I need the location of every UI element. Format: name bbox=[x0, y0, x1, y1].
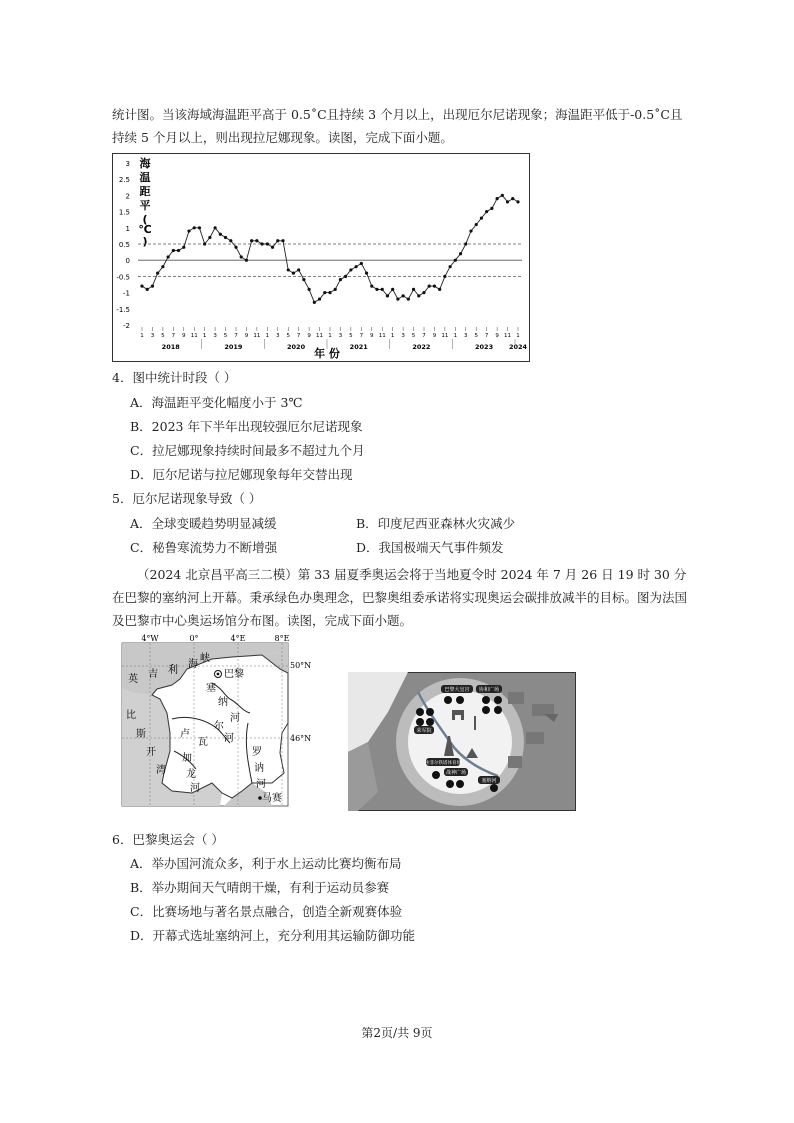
data-point bbox=[334, 288, 337, 291]
month-tick-label: 7 bbox=[296, 333, 301, 339]
month-tick-label: 3 bbox=[150, 333, 155, 339]
month-tick-label: 9 bbox=[370, 333, 374, 339]
monument-icon bbox=[474, 716, 476, 730]
year-label: 2023 bbox=[475, 343, 494, 351]
data-point bbox=[386, 294, 389, 297]
data-point bbox=[464, 242, 467, 245]
month-tick-label: 1 bbox=[453, 333, 458, 339]
month-tick-label: 3 bbox=[213, 333, 217, 339]
question-4-stem: 4．图中统计时段（ ） bbox=[112, 370, 237, 385]
data-point bbox=[365, 272, 368, 275]
data-point bbox=[433, 285, 436, 288]
river-label-seine: 塞 bbox=[206, 683, 216, 694]
data-point bbox=[328, 291, 331, 294]
data-point bbox=[161, 265, 164, 268]
sport-icon bbox=[494, 696, 502, 704]
month-tick-label: 11 bbox=[316, 333, 324, 339]
data-point bbox=[151, 285, 154, 288]
sport-icon bbox=[482, 706, 490, 714]
data-point bbox=[281, 239, 284, 242]
data-point bbox=[417, 294, 420, 297]
inset-label: 塞纳河 bbox=[481, 778, 497, 784]
river-label-rhone: 河 bbox=[256, 779, 266, 790]
sport-icon bbox=[456, 696, 464, 704]
river-label-loire: 瓦 bbox=[198, 737, 208, 748]
sea-label-channel: 峡 bbox=[200, 653, 210, 664]
month-tick-label: 11 bbox=[253, 333, 261, 339]
month-tick-label: 3 bbox=[338, 333, 343, 339]
data-point bbox=[381, 288, 384, 291]
data-point bbox=[266, 242, 269, 245]
data-point bbox=[506, 200, 509, 203]
data-point bbox=[187, 229, 190, 232]
y-axis-label-char: ( bbox=[142, 213, 148, 226]
data-point bbox=[428, 285, 431, 288]
building-icon bbox=[508, 692, 524, 704]
month-tick-label: 9 bbox=[182, 333, 186, 339]
x-axis-label: 年 份 bbox=[314, 347, 340, 360]
data-point bbox=[229, 239, 232, 242]
month-tick-label: 7 bbox=[422, 333, 426, 339]
lon-label: 4°W bbox=[141, 634, 159, 643]
data-point bbox=[501, 194, 504, 197]
page-footer: 第2页/共 9页 bbox=[361, 1026, 433, 1040]
y-tick-label: 1.5 bbox=[118, 208, 130, 217]
data-point bbox=[391, 288, 394, 291]
data-point bbox=[250, 239, 253, 242]
data-point bbox=[287, 268, 290, 271]
data-point bbox=[297, 268, 300, 271]
sport-icon bbox=[494, 706, 502, 714]
month-tick-label: 11 bbox=[190, 333, 198, 339]
month-tick-label: 9 bbox=[495, 333, 499, 339]
data-point bbox=[485, 210, 488, 213]
q4-option-a[interactable]: A．海温距平变化幅度小于 3℃ bbox=[130, 395, 303, 410]
data-point bbox=[255, 239, 258, 242]
month-tick-label: 3 bbox=[464, 333, 468, 339]
month-tick-label: 7 bbox=[234, 333, 238, 339]
data-point bbox=[469, 229, 472, 232]
lon-label: 8°E bbox=[274, 634, 290, 643]
y-axis-label-char: ) bbox=[142, 235, 148, 248]
building-icon bbox=[508, 756, 522, 768]
y-tick-label: -1 bbox=[123, 289, 130, 298]
lat-label: 46°N bbox=[290, 734, 312, 743]
inset-label: 埃菲尔铁塔体育场 bbox=[425, 761, 461, 766]
river-label-garonne: 龙 bbox=[186, 769, 196, 780]
sea-label-channel: 英 bbox=[128, 674, 138, 685]
data-point bbox=[172, 249, 175, 252]
data-point bbox=[214, 226, 217, 229]
river-label-garonne: 河 bbox=[190, 783, 200, 794]
y-tick-label: 1 bbox=[125, 224, 130, 233]
data-point bbox=[323, 291, 326, 294]
month-tick-label: 11 bbox=[441, 333, 449, 339]
data-point bbox=[339, 278, 342, 281]
data-point bbox=[422, 291, 425, 294]
sst-anomaly-chart bbox=[112, 153, 530, 362]
y-axis-label-char: 平 bbox=[139, 199, 151, 212]
data-point bbox=[140, 285, 143, 288]
data-point bbox=[271, 246, 274, 249]
month-tick-label: 5 bbox=[411, 333, 416, 339]
data-point bbox=[370, 285, 373, 288]
q5-option-b[interactable]: B．印度尼西亚森林火灾减少 bbox=[356, 516, 516, 531]
month-tick-label: 1 bbox=[140, 333, 144, 339]
year-label: 2019 bbox=[224, 343, 243, 351]
data-point bbox=[459, 252, 462, 255]
data-point bbox=[203, 242, 206, 245]
data-point bbox=[344, 275, 347, 278]
data-point bbox=[302, 278, 305, 281]
month-tick-label: 11 bbox=[378, 333, 386, 339]
data-point bbox=[167, 255, 170, 258]
data-point bbox=[516, 200, 519, 203]
data-point bbox=[182, 246, 185, 249]
inset-label: 战神广场 bbox=[445, 770, 467, 776]
y-axis-label-char: ℃ bbox=[138, 223, 152, 236]
q4-option-c[interactable]: C．拉尼娜现象持续时间最多不超过九个月 bbox=[130, 443, 365, 458]
sport-icon bbox=[416, 708, 424, 716]
data-point bbox=[402, 294, 405, 297]
sea-label-biscay: 比 bbox=[126, 710, 136, 721]
data-point bbox=[156, 272, 159, 275]
data-point bbox=[475, 223, 478, 226]
data-point bbox=[177, 249, 180, 252]
sea-label-biscay: 湾 bbox=[156, 765, 166, 776]
sport-icon bbox=[456, 780, 464, 788]
lon-label: 4°E bbox=[230, 634, 246, 643]
year-label: 2021 bbox=[349, 343, 368, 351]
data-point bbox=[349, 268, 352, 271]
france-map bbox=[112, 633, 344, 811]
y-tick-label: 2 bbox=[125, 192, 130, 201]
river-label-loire: 尔 bbox=[214, 721, 224, 732]
month-tick-label: 1 bbox=[202, 333, 207, 339]
data-point bbox=[198, 226, 201, 229]
q6-option-b[interactable]: B．举办期间天气晴朗干燥，有利于运动员参赛 bbox=[130, 880, 390, 895]
data-point bbox=[438, 288, 441, 291]
month-tick-label: 1 bbox=[328, 333, 332, 339]
month-tick-label: 5 bbox=[349, 333, 353, 339]
year-label: 2020 bbox=[287, 343, 306, 351]
y-tick-label: 0 bbox=[125, 257, 130, 266]
month-tick-label: 5 bbox=[286, 333, 290, 339]
month-tick-label: 7 bbox=[484, 333, 489, 339]
month-tick-label: 3 bbox=[276, 333, 280, 339]
data-point bbox=[490, 207, 493, 210]
intro-paragraph: 统计图。当该海域海温距平高于 0.5˚C且持续 3 个月以上，出现厄尔尼诺现象；海温距平低于-0.5˚C且持续 5 个月以上，则出现拉尼娜现象。读图，完成下面小题。 bbox=[112, 107, 683, 145]
inset-label: 荣军院 bbox=[416, 728, 432, 734]
data-point bbox=[407, 297, 410, 300]
month-tick-label: 9 bbox=[244, 333, 249, 339]
data-point bbox=[454, 259, 457, 262]
month-tick-label: 5 bbox=[474, 333, 478, 339]
q4-option-d[interactable]: D．厄尔尼诺与拉尼娜现象每年交替出现 bbox=[130, 467, 353, 482]
city-label-paris: 巴黎 bbox=[224, 669, 244, 680]
data-point bbox=[276, 239, 279, 242]
data-point bbox=[375, 288, 378, 291]
data-point bbox=[245, 259, 248, 262]
y-tick-label: 2.5 bbox=[118, 176, 130, 185]
q5-option-c[interactable]: C．秘鲁寒流势力不断增强 bbox=[130, 540, 278, 555]
sea-label-biscay: 斯 bbox=[136, 729, 146, 740]
lon-label: 0° bbox=[189, 634, 199, 643]
year-label: 2018 bbox=[161, 343, 180, 351]
river-label-rhone: 罗 bbox=[252, 747, 262, 758]
sport-icon bbox=[426, 708, 434, 716]
y-tick-label: -0.5 bbox=[116, 273, 130, 282]
y-axis-label-char: 海 bbox=[139, 157, 151, 170]
river-label-seine: 河 bbox=[230, 713, 240, 724]
data-point bbox=[360, 262, 363, 265]
sport-icon bbox=[446, 780, 454, 788]
data-point bbox=[496, 197, 499, 200]
y-axis-label-char: 距 bbox=[139, 185, 151, 198]
data-point bbox=[412, 288, 415, 291]
month-tick-label: 1 bbox=[265, 333, 270, 339]
year-label: 2024 bbox=[508, 343, 528, 351]
sport-icon bbox=[444, 696, 452, 704]
lat-label: 50°N bbox=[290, 661, 312, 670]
data-point bbox=[261, 242, 264, 245]
q5-option-d[interactable]: D．我国极端天气事件频发 bbox=[356, 540, 504, 555]
sea-label-channel: 利 bbox=[168, 665, 178, 676]
river-label-seine: 纳 bbox=[218, 697, 228, 708]
y-tick-label: -1.5 bbox=[116, 305, 130, 314]
q6-option-d[interactable]: D．开幕式选址塞纳河上，充分利用其运输防御功能 bbox=[130, 928, 416, 943]
month-tick-label: 5 bbox=[223, 333, 228, 339]
river-label-rhone: 讷 bbox=[254, 763, 264, 774]
sport-icon bbox=[490, 784, 498, 792]
sea-label-biscay: 开 bbox=[146, 747, 156, 758]
q4-option-b[interactable]: B．2023 年下半年出现较强厄尔尼诺现象 bbox=[130, 419, 363, 434]
sea-label-channel: 吉 bbox=[148, 669, 158, 680]
data-point bbox=[308, 288, 311, 291]
data-point bbox=[208, 236, 211, 239]
month-tick-label: 1 bbox=[516, 333, 520, 339]
intro-paragraph-2: （2024 北京昌平高三二模）第 33 届夏季奥运会将于当地夏令时 2024 年 7 月 26 日 19 时 30 分在巴黎的塞纳河上开幕。秉承绿色办奥理念，巴黎奥组委承诺将实现奥运会碳排放减半的目标。图为法国及巴黎市中心奥运场馆分布图。读图，完成下面小题。 bbox=[112, 567, 688, 628]
data-point bbox=[480, 216, 483, 219]
data-point bbox=[318, 297, 321, 300]
river-label-loire: 河 bbox=[224, 733, 234, 744]
river-label-garonne: 加 bbox=[182, 753, 192, 764]
y-tick-label: -2 bbox=[123, 322, 130, 330]
data-point bbox=[193, 226, 196, 229]
y-tick-label: 0.5 bbox=[118, 241, 130, 249]
data-point bbox=[219, 233, 222, 236]
data-point bbox=[355, 265, 358, 268]
q5-option-a[interactable]: A．全球变暖趋势明显减缓 bbox=[130, 516, 277, 531]
sport-icon bbox=[416, 718, 424, 726]
month-tick-label: 1 bbox=[390, 333, 395, 339]
data-point bbox=[396, 297, 399, 300]
year-label: 2022 bbox=[412, 343, 431, 351]
building-icon bbox=[526, 732, 544, 744]
q6-option-a[interactable]: A．举办国河流众多，利于水上运动比赛均衡布局 bbox=[130, 856, 402, 871]
q6-option-c[interactable]: C．比赛场地与著名景点融合，创造全新观赛体验 bbox=[130, 904, 403, 919]
month-tick-label: 9 bbox=[432, 333, 437, 339]
month-tick-label: 11 bbox=[504, 333, 512, 339]
city-label-marseille: 马赛 bbox=[262, 793, 282, 804]
inset-label: 协和广场 bbox=[478, 687, 500, 693]
question-5-stem: 5．厄尔尼诺现象导致（ ） bbox=[112, 491, 262, 506]
sea-label-channel: 海 bbox=[188, 659, 198, 670]
data-point bbox=[146, 288, 149, 291]
data-point bbox=[449, 265, 452, 268]
data-point bbox=[443, 275, 446, 278]
month-tick-label: 5 bbox=[161, 333, 165, 339]
sport-icon bbox=[482, 696, 490, 704]
data-point bbox=[240, 255, 243, 258]
inset-label: 巴黎大皇宫 bbox=[444, 687, 470, 693]
month-tick-label: 3 bbox=[401, 333, 405, 339]
month-tick-label: 7 bbox=[171, 333, 176, 339]
data-point bbox=[224, 236, 227, 239]
y-axis-label-char: 温 bbox=[139, 171, 151, 184]
sport-icon bbox=[426, 718, 434, 726]
month-tick-label: 9 bbox=[307, 333, 311, 339]
river-label-loire: 卢 bbox=[180, 729, 190, 740]
data-point bbox=[234, 246, 237, 249]
data-point bbox=[313, 301, 316, 304]
sport-icon bbox=[432, 771, 440, 779]
y-tick-label: 3 bbox=[125, 160, 130, 168]
month-tick-label: 7 bbox=[359, 333, 364, 339]
paris-venue-map bbox=[348, 672, 576, 811]
question-6-stem: 6．巴黎奥运会（ ） bbox=[112, 832, 224, 847]
data-point bbox=[292, 272, 295, 275]
data-point bbox=[511, 197, 514, 200]
